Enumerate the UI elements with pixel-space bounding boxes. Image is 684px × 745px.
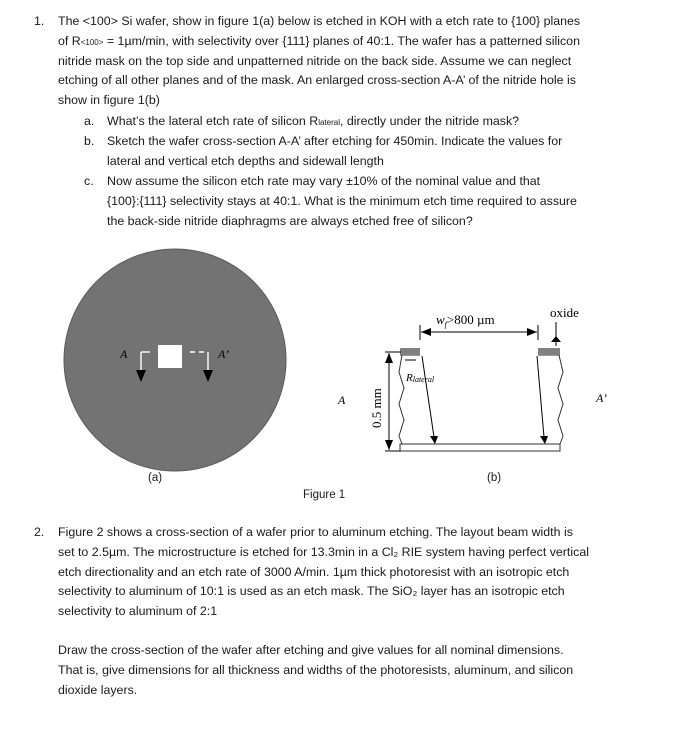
nitride-mask-right <box>538 348 560 355</box>
intro-line: of R<100> = 1µm/min, with selectivity over {111} planes of 40:1. The wafer has a patterned silicon <box>58 33 580 48</box>
arrow-up-icon <box>551 336 561 342</box>
subquestion-c: Now assume the silicon etch rate may vary ±10% of the nominal value and that {100}:{111} selectivity stays at 40:1. What is the minimum etch time required to assure the back-side nitride diaphragms are always etched free of silicon? <box>107 174 577 228</box>
figure-1-caption: Figure 1 <box>303 489 346 501</box>
figure-label-a: (a) <box>148 472 163 484</box>
cross-section-label-a-prime: A’ <box>596 391 607 405</box>
section-label-a-prime: A’ <box>218 347 229 361</box>
question-2-number: 2. <box>34 525 45 539</box>
cross-section-label-a: A <box>338 393 346 407</box>
subquestion-c-label: c. <box>84 174 94 188</box>
figure-label-b: (b) <box>487 472 502 484</box>
thickness-label: 0.5 mm <box>369 388 384 428</box>
r-lateral-label: Rlateral <box>406 372 435 384</box>
nitride-hole <box>158 345 182 368</box>
question-1-number: 1. <box>34 14 45 28</box>
subquestion-a: What’s the lateral etch rate of silicon Rlateral, directly under the nitride mask? <box>107 114 520 128</box>
intro-line: nitride mask on the top side and unpatterned nitride on the back side. Assume we can neglect <box>58 53 572 68</box>
oxide-label: oxide <box>550 305 579 320</box>
question-2-body: Figure 2 shows a cross-section of a wafer prior to aluminum etching. The layout beam width is set to 2.5µm. The microstructure is etched for 13.3min in a Cl₂ RIE system having perfect vertical etch directionality and an etch rate of 3000 A/min. 1µm thick photoresist with an isotropic etch selectivity to aluminum of 10:1 is used as an etch mask. The SiO₂ layer has an isotropic etch selectivity to aluminum of 2:1 <box>58 525 589 619</box>
subquestion-a-label: a. <box>84 114 95 128</box>
arrow-down-icon <box>540 436 548 444</box>
nitride-mask-left <box>400 348 420 355</box>
intro-line: The <100> Si wafer, show in figure 1(a) below is etched in KOH with a etch rate to {100} planes <box>58 14 581 28</box>
intro-line: etching of all other planes and of the mask. An enlarged cross-section A-A’ of the nitride hole is <box>58 73 576 88</box>
question-1-intro <box>58 12 580 111</box>
question-2-instructions: Draw the cross-section of the wafer after etching and give values for all nominal dimensions. That is, give dimensions for all thickness and widths of the photoresists, aluminum, and silicon dioxide layers. <box>58 643 574 697</box>
subquestion-b: Sketch the wafer cross-section A-A’ after etching for 450min. Indicate the values for lateral and vertical etch depths and sidewall length <box>107 134 563 168</box>
intro-line: show in figure 1(b) <box>58 93 160 108</box>
section-label-a: A <box>120 347 128 361</box>
width-dimension: $w_f>800$ µm <box>436 312 495 329</box>
arrow-down-icon <box>430 436 438 444</box>
subquestion-b-label: b. <box>84 134 95 148</box>
figure-1 <box>0 230 684 510</box>
